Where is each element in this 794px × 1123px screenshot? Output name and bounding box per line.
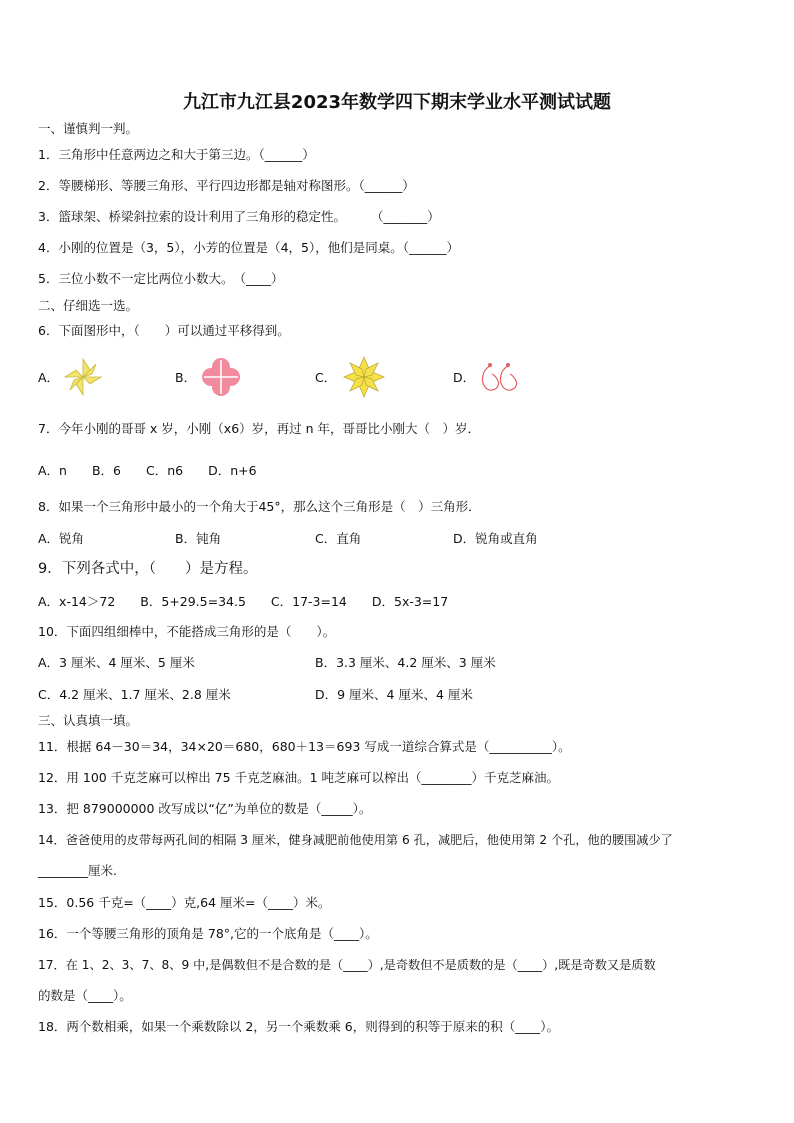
question-17-line2: 的数是（____）。 — [38, 988, 132, 1003]
question-10-option-c: C．4.2 厘米、1.7 厘米、2.8 厘米 — [38, 687, 231, 702]
question-10-option-b: B．3.3 厘米、4.2 厘米、3 厘米 — [315, 655, 496, 670]
question-10-stem: 10．下面四组细棒中，不能搭成三角形的是（ ）。 — [38, 624, 336, 639]
question-6-stem: 6．下面图形中，（ ）可以通过平移得到。 — [38, 323, 290, 338]
question-7-stem: 7．今年小刚的哥哥 x 岁，小刚（x6）岁，再过 n 年，哥哥比小刚大（ ）岁． — [38, 421, 481, 436]
section-heading-judge: 一、谨慎判一判。 — [38, 121, 139, 136]
question-5: 5．三位小数不一定比两位小数大。 （____） — [38, 271, 284, 286]
question-7-options: A．n B．6 C．n6 D．n+6 — [38, 463, 257, 478]
question-6-option-a: A． — [38, 370, 60, 385]
question-14-line1: 14．爸爸使用的皮带每两孔间的相隔 3 厘米，健身减肥前他使用第 6 孔，减肥后，他使用第 2 个孔，他的腰围减少了 — [38, 833, 673, 847]
question-2: 2．等腰梯形、等腰三角形、平行四边形都是轴对称图形。（______） — [38, 178, 415, 193]
question-3: 3．篮球架、桥梁斜拉索的设计利用了三角形的稳定性。 （_______） — [38, 209, 440, 224]
page-title: 九江市九江县2023年数学四下期末学业水平测试试题 — [182, 92, 612, 113]
question-18: 18．两个数相乘，如果一个乘数除以 2，另一个乘数乘 6，则得到的积等于原来的积（____）。 — [38, 1019, 560, 1034]
question-4: 4．小刚的位置是（3，5），小芳的位置是（4，5），他们是同桌。（______） — [38, 240, 460, 255]
chicks-icon — [478, 360, 524, 394]
question-16: 16．一个等腰三角形的顶角是 78°,它的一个底角是（____）。 — [38, 926, 378, 941]
question-6-option-b: B． — [175, 370, 197, 385]
question-1: 1．三角形中任意两边之和大于第三边。（______） — [38, 147, 315, 162]
clover-icon — [200, 356, 242, 398]
question-6-option-c: C． — [315, 370, 337, 385]
question-8-stem: 8．如果一个三角形中最小的一个角大于45°，那么这个三角形是（ ）三角形． — [38, 499, 481, 514]
question-8-option-b: B．钝角 — [175, 531, 222, 546]
question-6-option-d: D． — [453, 370, 476, 385]
section-heading-fill: 三、认真填一填。 — [38, 713, 139, 728]
question-8-option-c: C．直角 — [315, 531, 362, 546]
question-10-option-a: A．3 厘米、4 厘米、5 厘米 — [38, 655, 195, 670]
question-8-option-a: A．锐角 — [38, 531, 85, 546]
pinwheel-icon — [62, 356, 104, 398]
question-11: 11．根据 64－30＝34，34×20＝680，680＋13＝693 写成一道综合算式是（__________）。 — [38, 739, 571, 754]
question-15: 15．0.56 千克=（____）克,64 厘米=（____）米。 — [38, 895, 331, 910]
section-heading-choose: 二、仔细选一选。 — [38, 298, 139, 313]
question-9-stem: 9．下列各式中，（ ）是方程。 — [38, 561, 258, 577]
question-8-option-d: D．锐角或直角 — [453, 531, 538, 546]
star-pinwheel-icon — [342, 355, 386, 399]
question-13: 13．把 879000000 改写成以“亿”为单位的数是（_____）。 — [38, 801, 372, 816]
question-17-line1: 17．在 1、2、3、7、8、9 中,是偶数但不是合数的是（____）,是奇数但不是质数的是（____）,既是奇数又是质数 — [38, 958, 656, 972]
question-9-options: A．x-14＞72 B．5+29.5=34.5 C．17-3=14 D．5x-3=17 — [38, 594, 449, 609]
question-14-line2: ________厘米. — [38, 863, 117, 878]
question-10-option-d: D．9 厘米、4 厘米、4 厘米 — [315, 687, 473, 702]
question-12: 12．用 100 千克芝麻可以榨出 75 千克芝麻油。1 吨芝麻可以榨出（________）千克芝麻油。 — [38, 770, 559, 785]
